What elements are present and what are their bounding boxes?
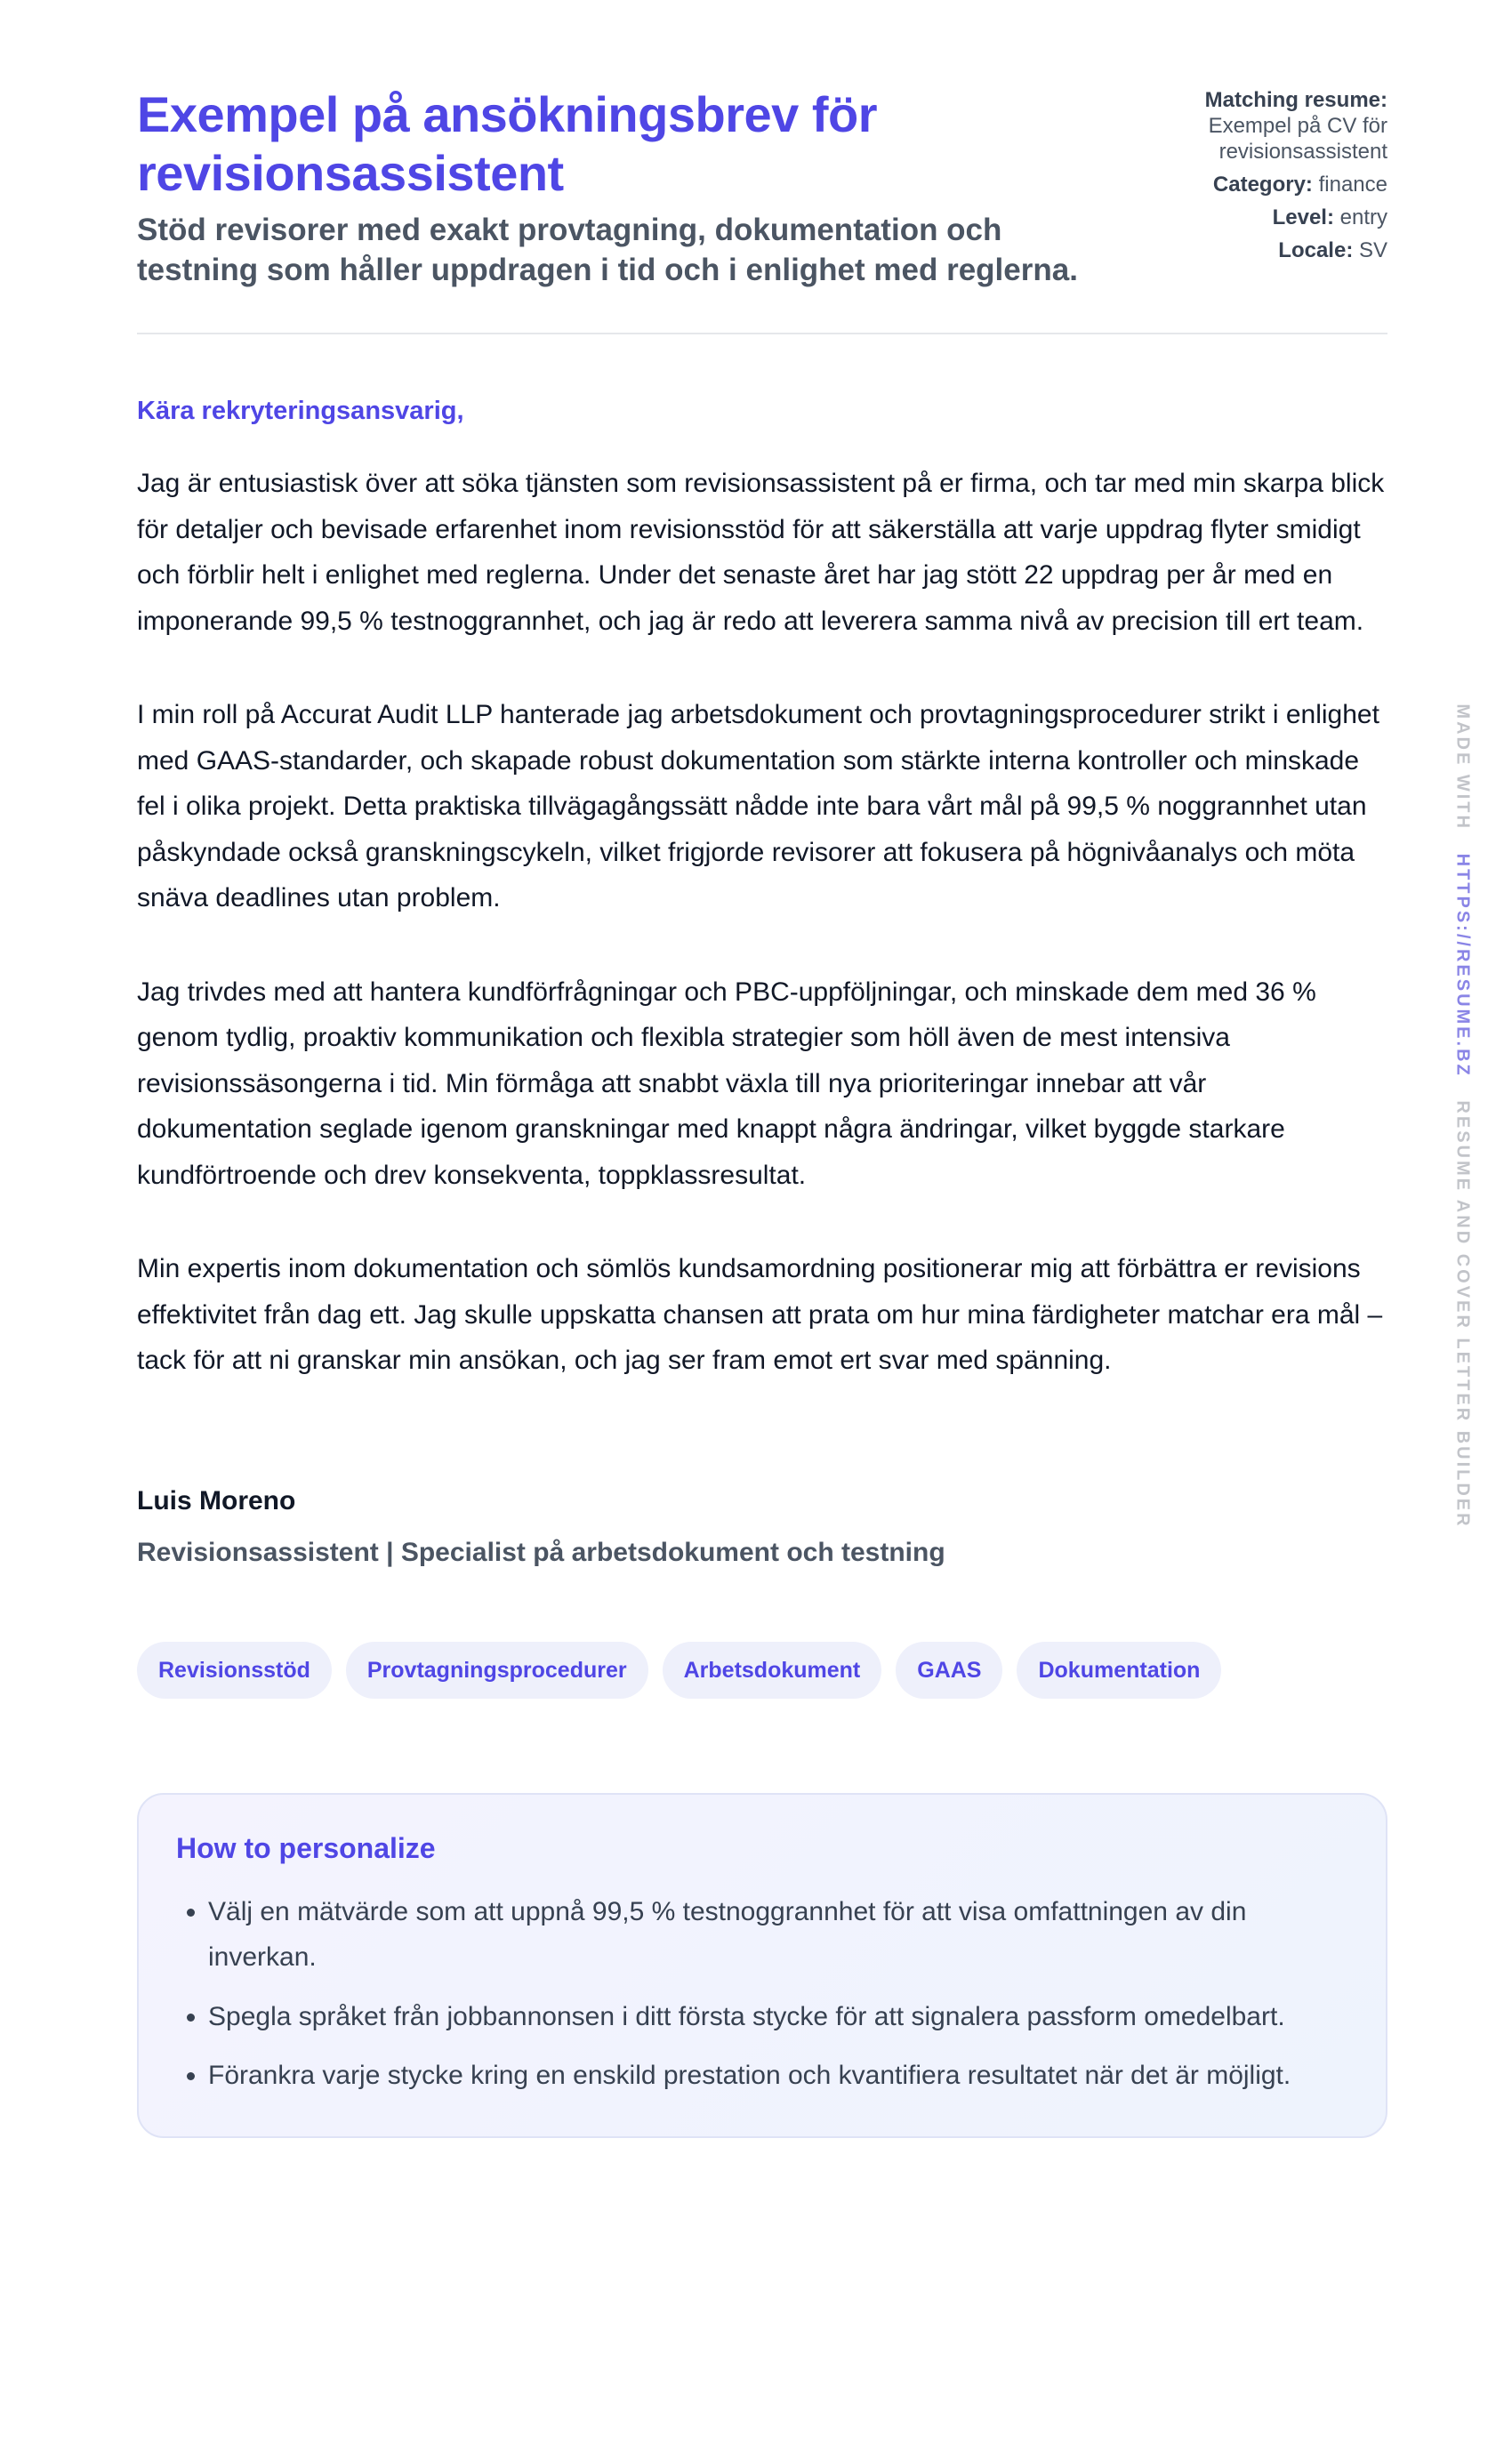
personalize-tips-box <box>137 1793 1387 2138</box>
title-block <box>137 85 1080 290</box>
letter-body <box>137 334 1387 1571</box>
meta-matching-resume <box>1192 87 1387 165</box>
meta-level-label: Level: <box>1272 205 1334 229</box>
skill-tag: Dokumentation <box>1017 1642 1221 1699</box>
meta-level-value: entry <box>1339 205 1387 229</box>
page-subtitle: Stöd revisorer med exakt provtagning, dokumentation och testning som håller uppdragen i tid och i enlighet med reglerna. <box>137 213 1078 287</box>
meta-matching-resume-label: Matching resume: <box>1204 88 1387 112</box>
letter-paragraph: Min expertis inom dokumentation och sömlös kundsamordning positionerar mig att förbättra er revisions effektivitet från dag ett. Jag skulle uppskatta chansen att prata om hur mina färdigheter matchar era mål – tack för att ni granskar min ansökan, och jag ser fram emot ert svar med spänning. <box>137 1254 1383 1375</box>
skill-tag: Arbetsdokument <box>663 1642 882 1699</box>
skill-tag: Revisionsstöd <box>137 1642 332 1699</box>
header <box>137 85 1387 334</box>
greeting: Kära rekryteringsansvarig, <box>137 397 464 425</box>
side-banner-suffix: RESUME AND COVER LETTER BUILDER <box>1452 1100 1473 1529</box>
signature-role: Revisionsassistent | Specialist på arbetsdokument och testning <box>137 1537 945 1567</box>
tip-item: • Välj en mätvärde som att uppnå 99,5 % testnoggrannhet för att visa omfattningen av din inverkan. <box>208 1889 1348 1981</box>
skill-tags <box>137 1642 1387 1699</box>
cover-letter-page <box>137 85 1387 2138</box>
tips-list <box>176 1889 1348 2099</box>
tips-title: How to personalize <box>176 1831 436 1864</box>
meta-category-label: Category: <box>1212 173 1313 197</box>
side-banner <box>1452 703 1473 1528</box>
letter-paragraph: I min roll på Accurat Audit LLP hanterade jag arbetsdokument och provtagningsprocedurer strikt i enlighet med GAAS-standarder, och skapade robust dokumentation som stärkte interna kontroller och minskade fel i olika projekt. Detta praktiska tillvägagångssätt nådde inte bara vårt mål på 99,5 % noggrannhet utan påskyndade också granskningscykeln, vilket frigjorde revisorer att fokusera på högnivåanalys och möta snäva deadlines utan problem. <box>137 700 1379 912</box>
meta-matching-resume-link[interactable]: Exempel på CV för revisionsassistent <box>1208 114 1387 164</box>
meta-category-value: finance <box>1318 173 1387 197</box>
page-title: Exempel på ansökningsbrev för revisionsassistent <box>137 86 877 201</box>
meta-locale-value: SV <box>1358 238 1387 262</box>
letter-paragraph: Jag är entusiastisk över att söka tjänsten som revisionsassistent på er firma, och tar med min skarpa blick för detaljer och bevisade erfarenhet inom revisionsstöd för att säkerställa att varje uppdrag flyter smidigt och förblir helt i enlighet med reglerna. Under det senaste året har jag stött 22 uppdrag per år med en imponerande 99,5 % testnoggrannhet, och jag är redo att leverera samma nivå av precision till ert team. <box>137 469 1385 636</box>
meta-category <box>1192 172 1387 197</box>
meta-locale-label: Locale: <box>1278 238 1354 262</box>
tip-item: • Spegla språket från jobbannonsen i ditt första stycke för att signalera passform omedelbart. <box>208 1994 1348 2040</box>
meta-panel <box>1192 85 1387 270</box>
meta-locale <box>1192 237 1387 263</box>
letter-paragraph: Jag trivdes med att hantera kundförfrågningar och PBC-uppföljningar, och minskade dem med 36 % genom tydlig, proaktiv kommunikation och flexibla strategier som höll även de mest intensiva revisionssäsongerna i tid. Min förmåga att snabbt växla till nya prioriteringar innebar att vår dokumentation seglade igenom granskningar med knappt några ändringar, vilket byggde starkare kundförtroende och drev konsekventa, toppklassresultat. <box>137 977 1316 1190</box>
side-banner-prefix: MADE WITH <box>1452 703 1473 831</box>
meta-level <box>1192 205 1387 230</box>
skill-tag: GAAS <box>896 1642 1002 1699</box>
signature-name: Luis Moreno <box>137 1485 296 1515</box>
side-banner-link[interactable]: HTTPS://RESUME.BZ <box>1452 853 1473 1078</box>
skill-tag: Provtagningsprocedurer <box>346 1642 648 1699</box>
tip-item: • Förankra varje stycke kring en enskild prestation och kvantifiera resultatet när det är möjligt. <box>208 2053 1348 2099</box>
